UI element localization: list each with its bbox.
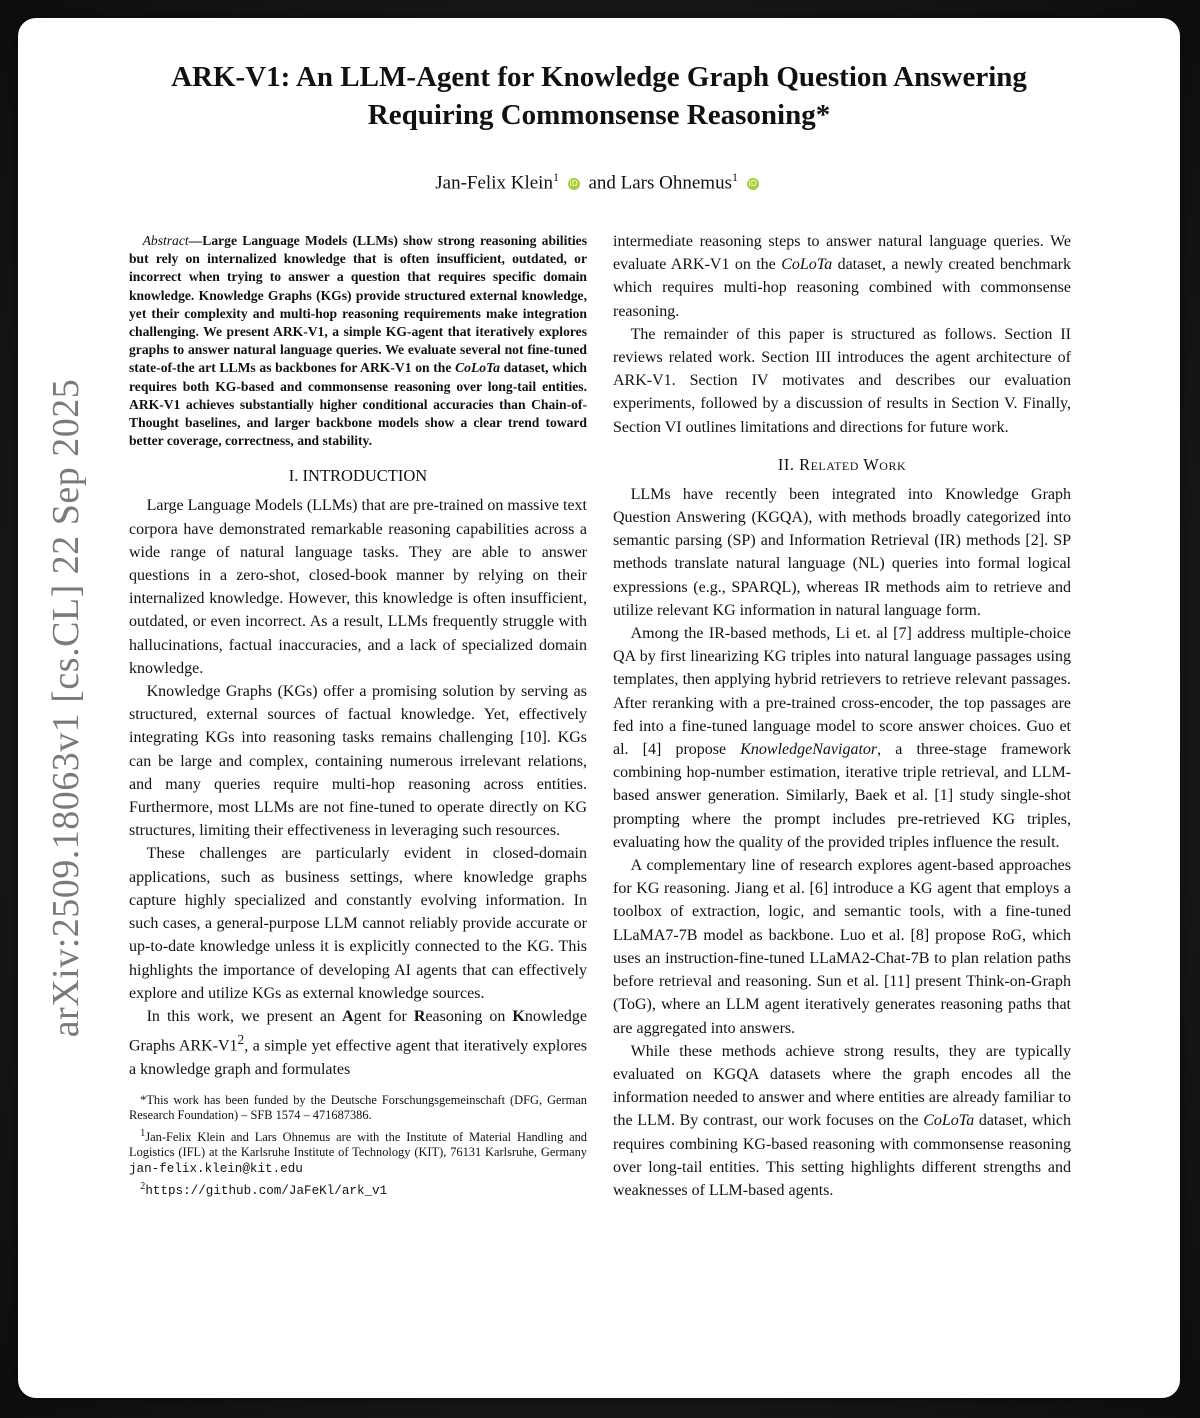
title-line-1: ARK-V1: An LLM-Agent for Knowledge Graph Question Answering [171,61,1027,93]
intro-paragraph: These challenges are particularly evident in closed-domain applications, such as business settings, where knowledge graphs capture highly specialized and constantly evolving information. In such cases, a general-purpose LLM cannot reliably provide accurate or up-to-date knowledge unless it is explicitly connected to the KG. This highlights the importance of developing AI agents that can effectively explore and utilize KGs as external knowledge sources. [129,845,587,1002]
section-heading-related-work: II. Related Work [777,454,907,474]
dataset-name: CoLoTa [455,360,500,376]
arxiv-side-stamp: arXiv:2509.18063v1 [cs.CL] 22 Sep 2025 [45,378,87,1038]
method-name: KnowledgeNavigator [740,741,878,759]
github-link[interactable]: https://github.com/JaFeKl/ark_v1 [145,1184,388,1199]
acronym-letter: K [512,1007,525,1025]
text-run: intermediate reasoning steps to answer natural language queries. We evaluate ARK-V1 on the [613,233,1071,274]
related-work-paragraph [613,1040,1071,1202]
footnote-funding: *This work has been funded by the Deutsche Forschungsgemeinschaft (DFG, German Research Foundation) – SFB 1574 – 471687386. [129,1092,587,1123]
orcid-icon[interactable]: iD [748,179,757,189]
abstract-text-2: dataset, which requires both KG-based and commonsense reasoning over long-tail entities. ARK-V1 achieves substantially higher conditional accuracies than Chain-of-Thought baselines, and larger backbone models show a clear trend toward better coverage, correctness, and stability. [129,360,587,449]
acronym-letter: A [342,1007,354,1025]
text-run: , a simple yet effective agent that iteratively explores a knowledge graph and formulates [129,1037,587,1078]
author-name: Lars Ohnemus [620,172,732,194]
footnote-url [129,1179,587,1200]
text-run: easoning on [425,1007,513,1025]
section-heading-introduction: I. INTRODUCTION [288,466,428,486]
affiliation-mark: 1 [552,170,559,184]
intro-continuation [613,230,1071,323]
author-line [18,165,1180,195]
intro-paragraph: Knowledge Graphs (KGs) offer a promising solution by serving as structured, external sources of factual knowledge. Yet, effectively integrating KGs into reasoning tasks remains challenging [10]. KGs can be large and complex, containing numerous irrelevant relations, and many queries require multi-hop reasoning across entities. Furthermore, most LLMs are not fine-tuned to operate directly on KG structures, limiting their effectiveness in leveraging such resources. [129,683,587,840]
paper-page [18,18,1180,1398]
author-name: Jan-Felix Klein [435,172,553,194]
text-run: nowledge Graphs ARK-V1 [129,1007,588,1055]
abstract-text-1: Large Language Models (LLMs) show strong reasoning abilities but rely on internalized knowledge that is often insufficient, outdated, or incorrect when trying to answer a question that requires specific domain knowledge. Knowledge Graphs (KGs) provide structured external knowledge, yet their complexity and multi-hop reasoning requirements make integration challenging. We present ARK-V1, a simple KG-agent that iteratively explores graphs to answer natural language queries. We evaluate several not fine-tuned state-of-the art LLMs as backbones for ARK-V1 on the [129,233,587,376]
footnote-text: Jan-Felix Klein and Lars Ohnemus are with the Institute of Material Handling and Logistics (IFL) at the Karlsruhe Institute of Technology (KIT), 76131 Karlsruhe, Germany [129,1129,587,1160]
right-column [613,230,1071,1202]
footnotes [129,1093,587,1200]
title-line-2: Requiring Commonsense Reasoning* [367,99,831,131]
text-run: Among the IR-based methods, Li et. al [7] address multiple-choice QA by first linearizing KG triples into natural language passages using templates, then applying hybrid retrievers to retrieve relevant passages. After reranking with a pre-trained cross-encoder, the top passages are fed into a fine-tuned language model to score answer choices. Guo et al. [4] propose [613,625,1071,759]
structure-paragraph: The remainder of this paper is structured as follows. Section II reviews related work. Section III introduces the agent architecture of ARK-V1. Section IV motivates and describes our evaluation experiments, followed by a discussion of results in Section V. Finally, Section VI outlines limitations and directions for future work. [613,325,1071,436]
text-run: , a three-stage framework combining hop-number estimation, iterative triple retrieval, and LLM-based answer generation. Similarly, Baek et al. [1] study single-shot prompting where the prompt includes pre-retrieved KG triples, evaluating how the quality of the provided triples influence the result. [613,741,1072,851]
footnote-mark: 2 [140,1181,146,1192]
footnote-ref[interactable]: 2 [237,1032,245,1048]
dataset-name: CoLoTa [923,1112,975,1130]
acronym-letter: R [413,1007,426,1025]
intro-paragraph [129,1005,587,1081]
related-work-paragraph: A complementary line of research explores agent-based approaches for KG reasoning. Jiang et al. [6] introduce a KG agent that employs a toolbox of extraction, logic, and semantic tools, with a fine-tuned LLaMA7-7B model as backbone. Luo et al. [8] propose RoG, which uses an instruction-fine-tuned LLaMA2-Chat-7B to plan relation paths before retrieval and reasoning. Sun et al. [11] present Think-on-Graph (ToG), where an LLM agent iteratively generates reasoning paths that are aggregated into answers. [613,857,1071,1037]
footnote-mark: 1 [140,1127,146,1139]
text-run: dataset, a newly created benchmark which requires multi-hop reasoning combined with commonsense reasoning. [613,256,1072,320]
text-run: In this work, we present an [146,1007,343,1025]
text-run: dataset, which requires combining KG-based reasoning with commonsense reasoning over long-tail entities. This setting highlights different strengths and weaknesses of LLM-based agents. [613,1112,1071,1199]
text-run: While these methods achieve strong results, they are typically evaluated on KGQA datasets where the graph encodes all the information needed to answer and where entities are already familiar to the LLM. By contrast, our work focuses on the [613,1042,1071,1130]
left-column [129,232,587,1202]
affiliation-mark: 1 [731,170,738,184]
intro-paragraph: Large Language Models (LLMs) that are pre-trained on massive text corpora have demonstrated remarkable reasoning capabilities across a wide range of natural language tasks. They are able to answer questions in a zero-shot, closed-book manner by relying on their internalized knowledge. However, this knowledge is often insufficient, outdated, or even incorrect. As a result, LLMs frequently struggle with hallucinations, factual inaccuracies, and a lack of specialized domain knowledge. [129,497,587,677]
paper-title [18,58,1180,134]
abstract-dash: — [188,233,203,248]
dataset-name: CoLoTa [781,256,833,274]
orcid-icon[interactable]: iD [569,179,578,189]
author-conjunction: and [588,172,616,194]
footnote-affiliation [129,1126,587,1177]
text-run: gent for [353,1007,414,1025]
abstract-label: Abstract [142,233,189,248]
abstract [129,232,587,450]
related-work-paragraph: LLMs have recently been integrated into Knowledge Graph Question Answering (KGQA), with methods broadly categorized into semantic parsing (SP) and Information Retrieval (IR) methods [2]. SP methods translate natural language (NL) queries into formal logical expressions (e.g., SPARQL), whereas IR methods aim to retrieve and utilize relevant KG information in natural language form. [613,485,1071,619]
related-work-paragraph [613,622,1071,854]
email-link[interactable]: jan-felix.klein@kit.edu [129,1161,303,1176]
